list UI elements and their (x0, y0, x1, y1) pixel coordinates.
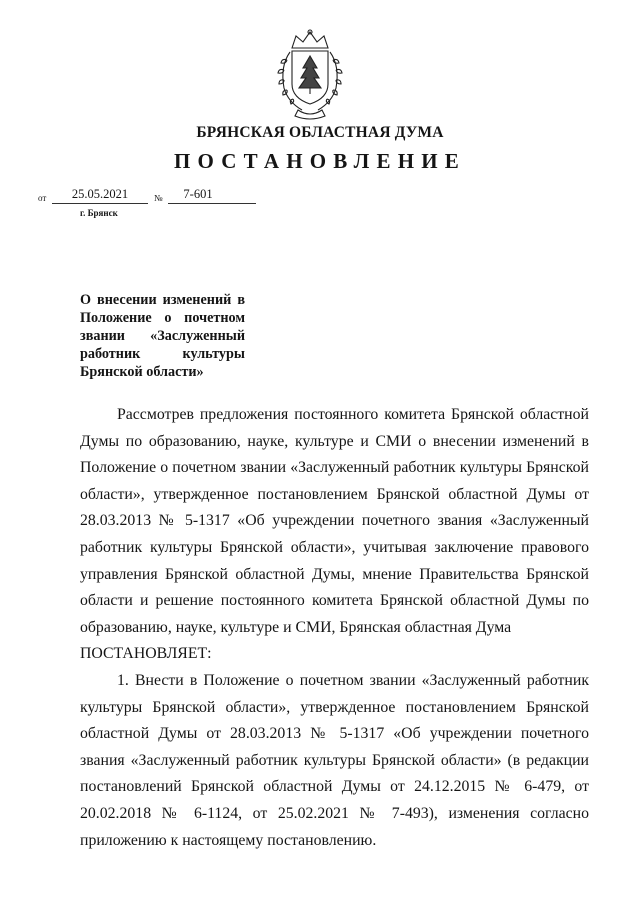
date-label: от (38, 193, 47, 203)
document-title: ПОСТАНОВЛЕНИЕ (173, 149, 467, 173)
document-body (80, 402, 589, 854)
date-underline (52, 203, 148, 204)
item-1-paragraph: 1. Внести в Положение о почетном звании «Заслуженный работник культуры Брянской области», утвержденное постановлением Брянской областной Думы от 28.03.2013 № 5-1317 «Об учреждении почетного звания «Заслуженный работник культуры Брянской области» (в редакции постановлений Брянской областной Думы от 24.12.2015 № 6-479, от 20.02.2018 № 6-1124, от 25.02.2021 № 7-493), изменения согласно приложению к настоящему постановлению. (80, 671, 589, 849)
date-number-line (38, 187, 278, 207)
city-name: г. Брянск (80, 208, 118, 218)
document-number: 7-601 (183, 187, 213, 201)
number-underline (168, 203, 256, 204)
document-date: 25.05.2021 (71, 187, 129, 201)
resolves-line: ПОСТАНОВЛЯЕТ: (80, 645, 212, 663)
bryansk-coat-of-arms-icon (270, 26, 350, 122)
number-label: № (154, 193, 163, 203)
preamble-paragraph: Рассмотрев предложения постоянного комитета Брянской областной Думы по образованию, науке, культуре и СМИ о внесении изменений в Положение о почетном звании «Заслуженный работник культуры Брянской области», утвержденное постановлением Брянской областной Думы от 28.03.2013 № 5-1317 «Об учреждении почетного звания «Заслуженный работник культуры Брянской области», учитывая заключение правового управления Брянской областной Думы, мнение Правительства Брянской области и решение постоянного комитета Брянской областной Думы по образованию, науке, культуре и СМИ, Брянская областная Дума (80, 406, 589, 636)
organization-name: БРЯНСКАЯ ОБЛАСТНАЯ ДУМА (196, 124, 444, 141)
document-subject: О внесении изменений в Положение о почетном звании «Заслуженный работник культуры Брянской области» (80, 292, 245, 380)
